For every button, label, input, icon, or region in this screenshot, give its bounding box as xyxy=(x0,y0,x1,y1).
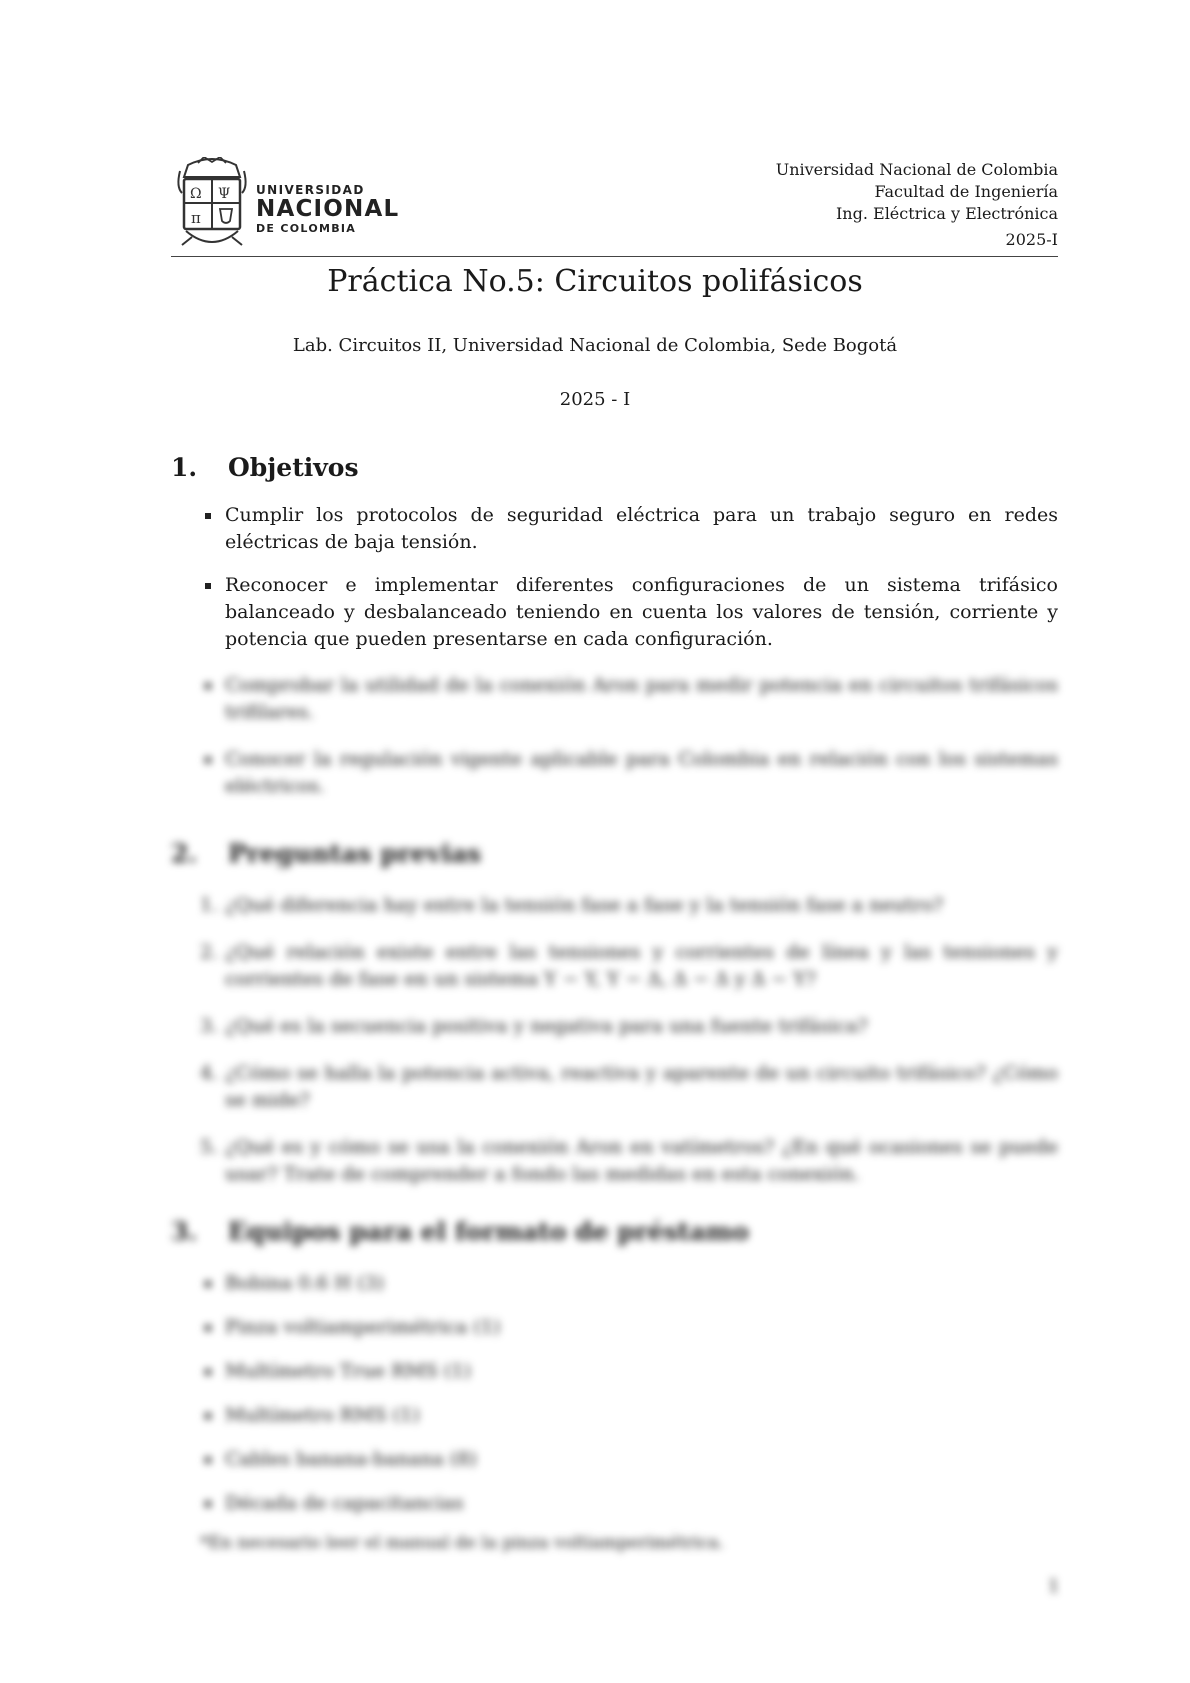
bullet-icon xyxy=(205,1325,211,1331)
section-heading-equipos xyxy=(171,1216,749,1248)
questions-list xyxy=(200,892,1058,1188)
university-shield-icon xyxy=(174,157,250,249)
item-number: 3. xyxy=(200,1015,219,1037)
equipment-note: *En necesario leer el manual de la pinza voltiamperimétrica. xyxy=(200,1533,725,1553)
list-item: 3. ¿Qué es la secuencia positiva y negativa para una fuente trifásica? xyxy=(200,1013,1058,1040)
section-number: 3. xyxy=(171,1217,198,1246)
bullet-icon xyxy=(205,1281,211,1287)
list-item: Bobina 0.6 H (3) xyxy=(200,1270,1058,1297)
document-header xyxy=(171,152,1058,257)
equipment-list xyxy=(200,1270,1058,1517)
list-item: Cumplir los protocolos de seguridad eléctrica para un trabajo seguro en redes eléctricas de baja tensión. xyxy=(200,502,1058,556)
list-item: Cables banana-banana (8) xyxy=(200,1446,1058,1473)
section-number: 1. xyxy=(171,453,198,482)
university-logo xyxy=(174,157,400,249)
item-number: 4. xyxy=(200,1062,219,1084)
bullet-icon xyxy=(205,583,211,589)
list-item: Reconocer e implementar diferentes configuraciones de un sistema trifásico balanceado y desbalanceado teniendo en cuenta los valores de tensión, corriente y potencia que pueden presentarse en cada configuración. xyxy=(200,572,1058,653)
document-subtitle: Lab. Circuitos II, Universidad Nacional de Colombia, Sede Bogotá xyxy=(292,335,898,356)
svg-text:Ψ: Ψ xyxy=(218,186,231,202)
document-title: Práctica No.5: Circuitos polifásicos xyxy=(327,264,863,299)
list-item: 4. ¿Cómo se halla la potencia activa, reactiva y aparente de un circuito trifásico? ¿Cómo se mide? xyxy=(200,1062,1058,1111)
list-item: Conocer la regulación vigente aplicable para Colombia en relación con los sistemas eléctricos. xyxy=(200,746,1058,800)
objectives-list xyxy=(200,502,1058,669)
bullet-icon xyxy=(205,1369,211,1375)
section-title-text: Preguntas previas xyxy=(228,839,482,868)
document-date: 2025 - I xyxy=(559,389,631,410)
bullet-icon xyxy=(205,1457,211,1463)
page-number: 1 xyxy=(1048,1576,1060,1597)
institution-university: Universidad Nacional de Colombia xyxy=(775,160,1058,179)
section-heading-objetivos xyxy=(171,452,359,484)
item-number: 2. xyxy=(200,941,219,963)
bullet-icon xyxy=(205,1413,211,1419)
svg-text:Ω: Ω xyxy=(190,186,202,202)
bullet-icon xyxy=(205,683,211,689)
objectives-list-continued xyxy=(200,672,1058,800)
logo-line-universidad: UNIVERSIDAD xyxy=(256,183,365,197)
institution-block xyxy=(776,159,1058,251)
item-number: 5. xyxy=(200,1136,219,1158)
list-item: Pinza voltiamperimétrica (1) xyxy=(200,1314,1058,1341)
bullet-icon xyxy=(205,1501,211,1507)
list-item: 1. ¿Qué diferencia hay entre la tensión fase a fase y la tensión fase a neutro? xyxy=(200,892,1058,919)
list-item: Multímetro True RMS (1) xyxy=(200,1358,1058,1385)
list-item: Década de capacitancias xyxy=(200,1490,1058,1517)
institution-department: Ing. Eléctrica y Electrónica xyxy=(835,204,1058,223)
section-title-text: Equipos para el formato de préstamo xyxy=(228,1217,749,1246)
list-item: Multímetro RMS (1) xyxy=(200,1402,1058,1429)
institution-term: 2025-I xyxy=(1005,230,1058,249)
svg-text:π: π xyxy=(191,209,201,227)
bullet-icon xyxy=(205,513,211,519)
logo-line-nacional: NACIONAL xyxy=(256,196,400,222)
logo-wordmark xyxy=(256,183,399,235)
logo-line-colombia: DE COLOMBIA xyxy=(256,222,357,235)
list-item: Comprobar la utilidad de la conexión Aron para medir potencia en circuitos trifásicos trifilares. xyxy=(200,672,1058,726)
section-number: 2. xyxy=(171,839,198,868)
institution-faculty: Facultad de Ingeniería xyxy=(874,182,1058,201)
list-item: 2. ¿Qué relación existe entre las tensiones y corrientes de línea y las tensiones y corrientes de fase en un sistema Y − Y, Y − Δ, Δ − Δ y Δ − Y? xyxy=(200,941,1058,990)
section-title-text: Objetivos xyxy=(228,453,359,482)
item-number: 1. xyxy=(200,894,219,916)
list-item: 5. ¿Qué es y cómo se usa la conexión Aron en vatímetros? ¿En qué ocasiones se puede usar? Trate de comprender a fondo las medidas en esta conexión. xyxy=(200,1136,1058,1185)
section-heading-preguntas xyxy=(171,838,481,870)
bullet-icon xyxy=(205,757,211,763)
